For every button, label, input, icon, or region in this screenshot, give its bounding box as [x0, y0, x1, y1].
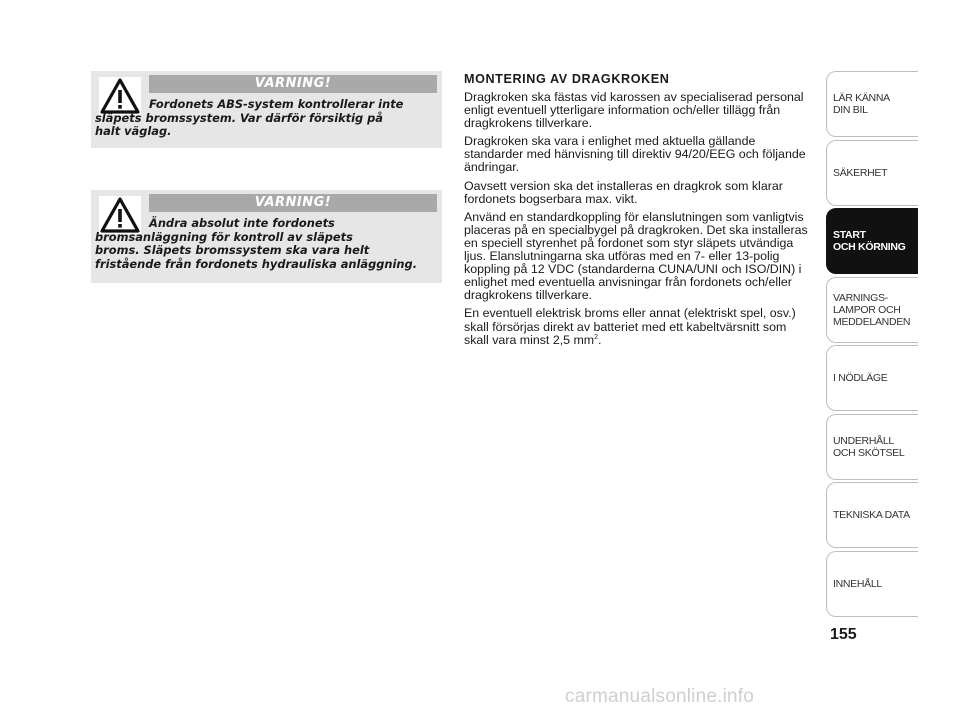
section-title: MONTERING AV DRAGKROKEN [464, 72, 670, 86]
main-content [464, 72, 814, 352]
warning-text [95, 217, 436, 271]
tab-varningslampor[interactable] [826, 277, 918, 343]
warning-text-line: Fordonets ABS-system kontrollerar inte släpets bromssystem. Var därför försiktig på [95, 97, 404, 125]
watermark: carmanualsonline.info [565, 686, 755, 707]
paragraph: Dragkroken ska vara i enlighet med aktuella gällande standarder med hänvisning till direktiv 94/20/EEG och följande ändringar. [464, 134, 806, 175]
tab-i-nodlage[interactable] [826, 345, 918, 411]
paragraph-end: . [598, 332, 602, 347]
tab-innehall[interactable] [826, 551, 918, 617]
warning-box-brakes [91, 190, 442, 283]
paragraph-text: En eventuell elektrisk broms eller annat (elektriskt spel, osv.) skall försörjas direkt av batteriet med ett kabeltvärsnitt som skall vara minst 2,5 mm [464, 306, 796, 347]
warning-text-line: Ändra absolut inte fordonets bromsanläggning för kontroll av släpets [95, 216, 353, 244]
warning-text-line: halt väglag. [95, 124, 172, 138]
warning-header: VARNING! [149, 75, 437, 93]
warning-text [95, 98, 436, 139]
tab-label: LÄR KÄNNA DIN BIL [833, 92, 890, 116]
superscript: 2 [594, 333, 599, 341]
tab-start-och-korning[interactable] [826, 208, 918, 274]
tab-label: START OCH KÖRNING [833, 229, 906, 253]
tab-label: VARNINGS- LAMPOR OCH MEDDELANDEN [833, 292, 911, 328]
warning-box-abs [91, 71, 442, 148]
tab-label: UNDERHÅLL OCH SKÖTSEL [833, 435, 905, 459]
warning-text-line: broms. Släpets bromssystem ska vara helt fristående från fordonets hydrauliska anläggning. [95, 243, 418, 271]
tab-tekniska-data[interactable] [826, 482, 918, 548]
tab-lar-kanna-din-bil[interactable] [826, 71, 918, 137]
paragraph: Använd en standardkoppling för elanslutningen som vanligtvis placeras på en specialbygel på dragkroken. Det ska installeras en speciell styrenhet på fordonet som styr släpets utvändiga ljus. Elanslutningarna ska utföras med en 7- eller 13-polig koppling på 12 VDC (standarderna CUNA/UNI och ISO/DIN) i enlighet med eventuella anvisningar från fordonets och/eller dragkrokens tillverkare. [464, 209, 808, 303]
tab-label: INNEHÅLL [833, 578, 882, 590]
tab-label: TEKNISKA DATA [833, 509, 910, 521]
paragraph [464, 307, 814, 346]
tab-label: I NÖDLÄGE [833, 372, 888, 384]
tab-underhall-och-skotsel[interactable] [826, 414, 918, 480]
paragraph: Oavsett version ska det installeras en dragkrok som klarar fordonets bogserbara max. vikt. [464, 178, 783, 206]
warning-header: VARNING! [149, 194, 437, 212]
tab-sakerhet[interactable] [826, 140, 918, 206]
tab-label: SÄKERHET [833, 167, 888, 179]
page-number: 155 [830, 626, 857, 643]
paragraph: Dragkroken ska fästas vid karossen av specialiserad personal enligt eventuell ytterligare information och/eller tillägg från dragkrokens tillverkare. [464, 90, 804, 131]
